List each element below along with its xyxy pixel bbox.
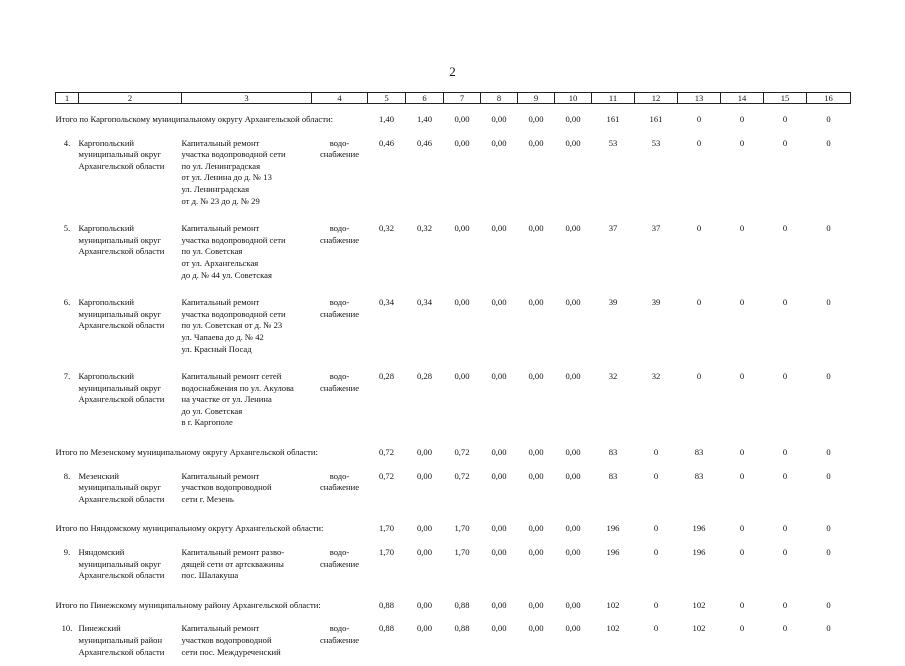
- table-row: [56, 130, 851, 216]
- value-cell: 39: [608, 297, 618, 308]
- value-cell: 0,72: [378, 447, 395, 458]
- value-cell: 0: [782, 599, 788, 610]
- description-cell: Капитальный ремонт участка водопроводной сети по ул. Советская от ул. Архангельская до д. № 44 ул. Советская: [181, 223, 286, 280]
- value-cell: 102: [606, 623, 620, 634]
- value-cell: 1,70: [454, 547, 470, 558]
- total-label: Итого по Мезенскому муниципальному округу Архангельской области:: [55, 447, 318, 458]
- value-cell: 0: [739, 547, 745, 558]
- value-cell: 0,00: [454, 137, 470, 148]
- description-cell: Капитальный ремонт участков водопроводной сети г. Мезень: [181, 470, 272, 504]
- value-cell: 83: [608, 447, 618, 458]
- value-cell: 0: [739, 599, 745, 610]
- value-cell: 0: [782, 470, 788, 481]
- value-cell: 0: [826, 523, 831, 534]
- column-header-7: 7: [444, 93, 481, 104]
- value-cell: 0,00: [491, 470, 507, 481]
- value-cell: 0: [782, 371, 788, 382]
- total-label: Итого по Каргопольскому муниципальному округу Архангельской области:: [55, 114, 333, 124]
- value-cell: 0: [826, 623, 831, 634]
- value-cell: 0: [739, 470, 745, 481]
- total-label: Итого по Няндомскому муниципальному округу Архангельской области:: [55, 523, 324, 534]
- value-cell: 0,00: [491, 547, 507, 558]
- value-cell: 102: [692, 623, 706, 634]
- value-cell: 0,00: [491, 297, 507, 308]
- value-cell: 0,00: [528, 470, 544, 481]
- value-cell: 0: [696, 297, 702, 308]
- value-cell: 0: [826, 547, 831, 558]
- value-cell: 0: [782, 223, 788, 234]
- value-cell: 0,00: [528, 223, 544, 234]
- value-cell: 0: [653, 599, 659, 610]
- description-cell: Капитальный ремонт участка водопроводной сети по ул. Советская от д. № 23 ул. Чапаева до д. № 42 ул. Красный Посад: [181, 297, 286, 354]
- value-cell: 0,00: [565, 114, 581, 124]
- row-index: 6.: [63, 297, 71, 308]
- value-cell: 0,00: [565, 447, 581, 458]
- row-index: 10.: [61, 623, 73, 634]
- value-cell: 0,32: [378, 223, 395, 234]
- organization-cell: Каргопольский муниципальный округ Архангельской области: [78, 371, 165, 405]
- value-cell: 0,00: [454, 297, 470, 308]
- value-cell: 39: [651, 297, 661, 308]
- value-cell: 0,00: [491, 623, 507, 634]
- value-cell: 0,34: [416, 297, 433, 308]
- value-cell: 0: [696, 114, 702, 124]
- header-row: [56, 93, 851, 104]
- service-type-cell: водо- снабжение: [319, 223, 360, 245]
- value-cell: 1,70: [378, 547, 395, 558]
- value-cell: 0,00: [528, 114, 544, 124]
- row-index: 8.: [63, 470, 71, 481]
- value-cell: 0: [653, 623, 659, 634]
- value-cell: 196: [692, 547, 706, 558]
- total-row: [56, 590, 851, 616]
- service-type-cell: водо- снабжение: [319, 547, 360, 569]
- column-header-10: 10: [555, 93, 592, 104]
- value-cell: 0,00: [528, 447, 544, 458]
- organization-cell: Мезенский муниципальный округ Архангельской области: [78, 470, 165, 504]
- value-cell: 0: [826, 297, 831, 308]
- value-cell: 0: [653, 447, 659, 458]
- value-cell: 0: [696, 371, 702, 382]
- value-cell: 0,72: [378, 470, 395, 481]
- value-cell: 83: [694, 447, 704, 458]
- value-cell: 0,00: [565, 470, 581, 481]
- value-cell: 0,00: [565, 223, 581, 234]
- value-cell: 0,00: [416, 547, 433, 558]
- value-cell: 161: [606, 114, 620, 124]
- column-header-5: 5: [368, 93, 406, 104]
- organization-cell: Каргопольский муниципальный округ Архангельской области: [78, 137, 165, 171]
- value-cell: 83: [608, 470, 618, 481]
- value-cell: 0,00: [565, 623, 581, 634]
- value-cell: 0,46: [378, 137, 395, 148]
- value-cell: 32: [608, 371, 618, 382]
- row-index: 5.: [63, 223, 71, 234]
- value-cell: 0,28: [416, 371, 433, 382]
- value-cell: 0: [782, 547, 788, 558]
- value-cell: 0: [782, 114, 788, 124]
- value-cell: 0,00: [528, 623, 544, 634]
- value-cell: 0,00: [565, 523, 581, 534]
- table-row: [56, 289, 851, 363]
- value-cell: 0: [653, 470, 659, 481]
- value-cell: 1,70: [454, 523, 470, 534]
- value-cell: 0,00: [491, 114, 507, 124]
- organization-cell: Каргопольский муниципальный округ Архангельской области: [78, 297, 165, 331]
- value-cell: 0,00: [528, 137, 544, 148]
- value-cell: 1,40: [416, 114, 433, 124]
- column-header-15: 15: [764, 93, 807, 104]
- value-cell: 0: [739, 137, 745, 148]
- row-index: 9.: [63, 547, 71, 558]
- value-cell: 0: [739, 223, 745, 234]
- total-row: [56, 437, 851, 463]
- value-cell: 0,00: [528, 297, 544, 308]
- value-cell: 0,00: [565, 371, 581, 382]
- table-row: [56, 615, 851, 666]
- value-cell: 0: [826, 223, 831, 234]
- value-cell: 196: [692, 523, 706, 534]
- table-row: [56, 215, 851, 289]
- value-cell: 196: [606, 547, 620, 558]
- value-cell: 0,00: [565, 547, 581, 558]
- value-cell: 0,00: [491, 599, 507, 610]
- value-cell: 0: [782, 523, 788, 534]
- value-cell: 53: [608, 137, 618, 148]
- value-cell: 0: [696, 137, 702, 148]
- value-cell: 0: [782, 447, 788, 458]
- table-row: [56, 539, 851, 590]
- value-cell: 53: [651, 137, 661, 148]
- column-header-1: 1: [56, 93, 79, 104]
- value-cell: 32: [651, 371, 661, 382]
- column-header-2: 2: [79, 93, 182, 104]
- description-cell: Капитальный ремонт сетей водоснабжения по ул. Акулова на участке от ул. Ленина до ул. Советская в г. Каргополе: [181, 371, 294, 428]
- value-cell: 0,00: [491, 447, 507, 458]
- value-cell: 0: [739, 447, 745, 458]
- value-cell: 0,00: [491, 371, 507, 382]
- service-type-cell: водо- снабжение: [319, 137, 360, 160]
- total-label: Итого по Пинежскому муниципальному району Архангельской области:: [55, 599, 321, 610]
- value-cell: 0,88: [454, 623, 470, 634]
- value-cell: 0: [782, 137, 788, 148]
- value-cell: 0,46: [416, 137, 433, 148]
- value-cell: 1,40: [378, 114, 395, 124]
- value-cell: 37: [608, 223, 618, 234]
- value-cell: 0: [826, 371, 831, 382]
- value-cell: 0,00: [565, 137, 581, 148]
- value-cell: 0,00: [416, 470, 433, 481]
- organization-cell: Каргопольский муниципальный округ Архангельской области: [78, 223, 165, 257]
- value-cell: 83: [694, 470, 704, 481]
- column-header-9: 9: [518, 93, 555, 104]
- value-cell: 1,70: [378, 523, 395, 534]
- column-header-11: 11: [592, 93, 635, 104]
- data-table: [55, 92, 851, 666]
- column-header-12: 12: [635, 93, 678, 104]
- column-header-6: 6: [406, 93, 444, 104]
- value-cell: 0,34: [378, 297, 395, 308]
- column-header-4: 4: [312, 93, 368, 104]
- value-cell: 0,00: [454, 223, 470, 234]
- value-cell: 0: [653, 523, 659, 534]
- value-cell: 0,88: [378, 623, 395, 634]
- description-cell: Капитальный ремонт участка водопроводной сети по ул. Ленинградская от ул. Ленина до д. № 13 ул. Ленинградская от д. № 23 до д. № 29: [181, 137, 286, 206]
- column-header-13: 13: [678, 93, 721, 104]
- total-row: [56, 104, 851, 130]
- row-index: 4.: [63, 137, 71, 148]
- column-header-14: 14: [721, 93, 764, 104]
- value-cell: 0,28: [378, 371, 395, 382]
- value-cell: 0,00: [454, 371, 470, 382]
- value-cell: 0,00: [416, 599, 433, 610]
- row-index: 7.: [63, 371, 71, 382]
- service-type-cell: водо- снабжение: [319, 623, 360, 645]
- value-cell: 0,00: [416, 523, 433, 534]
- value-cell: 0,32: [416, 223, 433, 234]
- value-cell: 0,00: [528, 523, 544, 534]
- column-header-16: 16: [807, 93, 851, 104]
- value-cell: 0: [739, 623, 745, 634]
- value-cell: 0,00: [565, 599, 581, 610]
- column-header-8: 8: [481, 93, 518, 104]
- value-cell: 0: [739, 297, 745, 308]
- value-cell: 0: [739, 523, 745, 534]
- value-cell: 0,88: [454, 599, 470, 610]
- description-cell: Капитальный ремонт участков водопроводной сети пос. Междуреченский: [181, 623, 281, 657]
- value-cell: 0: [826, 114, 831, 124]
- value-cell: 0: [696, 223, 702, 234]
- value-cell: 0,88: [378, 599, 395, 610]
- value-cell: 102: [606, 599, 620, 610]
- value-cell: 0,00: [528, 547, 544, 558]
- value-cell: 102: [692, 599, 706, 610]
- value-cell: 161: [649, 114, 663, 124]
- value-cell: 0,00: [491, 223, 507, 234]
- service-type-cell: водо- снабжение: [319, 470, 360, 493]
- value-cell: 0,00: [491, 523, 507, 534]
- service-type-cell: водо- снабжение: [319, 297, 360, 319]
- table-row: [56, 463, 851, 514]
- value-cell: 0,00: [528, 371, 544, 382]
- value-cell: 0: [782, 297, 788, 308]
- column-header-3: 3: [182, 93, 312, 104]
- value-cell: 0,00: [454, 114, 470, 124]
- value-cell: 0: [782, 623, 788, 634]
- value-cell: 0: [826, 470, 831, 481]
- value-cell: 0: [826, 137, 831, 148]
- description-cell: Капитальный ремонт разво- дящей сети от артскважины пос. Шалакуша: [181, 547, 285, 581]
- value-cell: 37: [651, 223, 661, 234]
- value-cell: 0: [739, 371, 745, 382]
- value-cell: 0,72: [454, 470, 470, 481]
- value-cell: 0: [739, 114, 745, 124]
- value-cell: 0: [826, 447, 831, 458]
- table-row: [56, 363, 851, 437]
- total-row: [56, 513, 851, 539]
- value-cell: 0,00: [565, 297, 581, 308]
- service-type-cell: водо- снабжение: [319, 371, 360, 393]
- value-cell: 0,00: [528, 599, 544, 610]
- value-cell: 0,00: [416, 623, 433, 634]
- value-cell: 0,00: [416, 447, 433, 458]
- organization-cell: Пинежский муниципальный район Архангельской области: [78, 623, 165, 657]
- value-cell: 0: [826, 599, 831, 610]
- value-cell: 0,00: [491, 137, 507, 148]
- value-cell: 0: [653, 547, 659, 558]
- value-cell: 196: [606, 523, 620, 534]
- page-number: 2: [449, 64, 456, 79]
- organization-cell: Няндомский муниципальный округ Архангельской области: [78, 547, 165, 581]
- value-cell: 0,72: [454, 447, 470, 458]
